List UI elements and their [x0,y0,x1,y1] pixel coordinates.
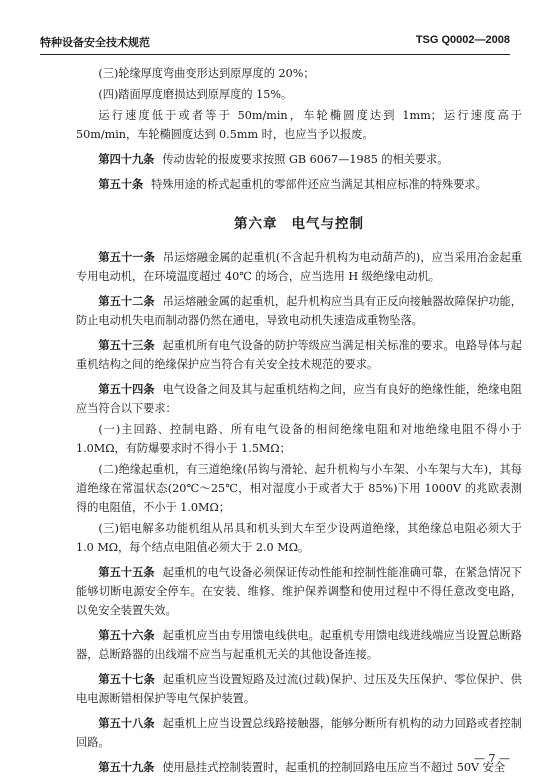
article-56 [76,626,522,664]
page-body [76,64,522,783]
paragraph-text: (四)踏面厚度磨损达到原厚度的 15%。 [98,88,293,101]
article-text: 起重机应当由专用馈电线供电。起重机专用馈电线进线端应当设置总断路器，总断路器的出线端不应当与起重机无关的其他设备连接。 [76,629,522,661]
running-header [40,32,510,55]
chapter-heading [76,212,522,232]
list-item [76,85,522,104]
article-50 [76,175,522,194]
article-label: 第五十条 [98,178,144,191]
chapter-number: 第六章 [234,216,278,232]
article-text: 使用悬挂式控制装置时，起重机的控制回路电压应当不超过 50V 安全 [162,761,506,774]
article-label: 第五十九条 [98,761,155,774]
article-58 [76,714,522,752]
paragraph-text: 运行速度低于或者等于 50m/min，车轮椭圆度达到 1mm；运行速度高于 50m/min，车轮椭圆度达到 0.5mm 时，也应当予以报废。 [76,109,522,141]
list-item [76,64,522,83]
article-text: 起重机上应当设置总线路接触器，能够分断所有机构的动力回路或者控制回路。 [76,717,522,749]
paragraph-text: (三)轮缘厚度弯曲变形达到原厚度的 20%； [98,67,315,80]
page-number: — 7 — [474,752,510,765]
article-label: 第四十九条 [98,153,155,166]
article-text: 电气设备之间及其与起重机结构之间，应当有良好的绝缘性能，绝缘电阻应当符合以下要求： [76,383,522,415]
article-label: 第五十四条 [98,383,155,396]
article-59 [76,758,522,777]
article-label: 第五十七条 [98,673,155,686]
article-label: 第五十六条 [98,629,155,642]
article-text: 起重机应当设置短路及过流(过载)保护、过压及失压保护、零位保护、供电电源断错相保护等电气保护装置。 [76,673,522,705]
article-51 [76,248,522,286]
article-label: 第五十一条 [98,251,155,264]
article-49 [76,150,522,169]
chapter-title: 电气与控制 [291,216,364,232]
paragraph-text: (一)主回路、控制电路、所有电气设备的相间绝缘电阻和对地绝缘电阻不得小于 1.0MΩ，有防爆要求时不得小于 1.5MΩ； [76,423,522,455]
article-55 [76,563,522,620]
paragraph-text: (二)绝缘起重机，有三道绝缘(吊钩与滑轮、起升机构与小车架、小车架与大车)，其每道绝缘在常温状态(20℃～25℃，相对湿度小于或者大于 85%)下用 1000V 的兆欧表测得的电阻值，不小于 1.0MΩ； [76,463,522,514]
article-text: 特殊用途的桥式起重机的零部件还应当满足其相应标准的特殊要求。 [151,178,487,191]
article-label: 第五十二条 [98,295,155,308]
list-item [76,519,522,557]
header-title: 特种设备安全技术规范 [40,36,150,49]
list-item [76,460,522,517]
article-57 [76,670,522,708]
article-text: 吊运熔融金属的起重机(不含起升机构为电动葫芦的)，应当采用冶金起重专用电动机，在环境温度超过 40℃ 的场合，应当选用 H 级绝缘电动机。 [76,251,522,283]
article-text: 起重机的电气设备必须保证传动性能和控制性能准确可靠，在紧急情况下能够切断电源安全停车。在安装、维修、维护保养调整和使用过程中不得任意改变电路，以免安全装置失效。 [76,566,522,617]
article-text: 起重机所有电气设备的防护等级应当满足相关标准的要求。电路导体与起重机结构之间的绝缘保护应当符合有关安全技术规范的要求。 [76,339,522,371]
header-standard-code: TSG Q0002—2008 [415,34,510,46]
article-53 [76,336,522,374]
article-54 [76,380,522,418]
article-label: 第五十五条 [98,566,155,579]
paragraph-text: (三)铝电解多功能机组从吊具和机头到大车至少设两道绝缘，其绝缘总电阻必须大于 1.0 MΩ，每个结点电阻值必须大于 2.0 MΩ。 [76,522,522,554]
paragraph [76,106,522,144]
list-item [76,420,522,458]
article-label: 第五十八条 [98,717,155,730]
article-text: 吊运熔融金属的起重机，起升机构应当具有正反向接触器故障保护功能，防止电动机失电而制动器仍然在通电，导致电动机失速造成重物坠落。 [76,295,522,327]
article-text: 传动齿轮的报废要求按照 GB 6067—1985 的相关要求。 [162,153,449,166]
article-52 [76,292,522,330]
article-label: 第五十三条 [98,339,155,352]
